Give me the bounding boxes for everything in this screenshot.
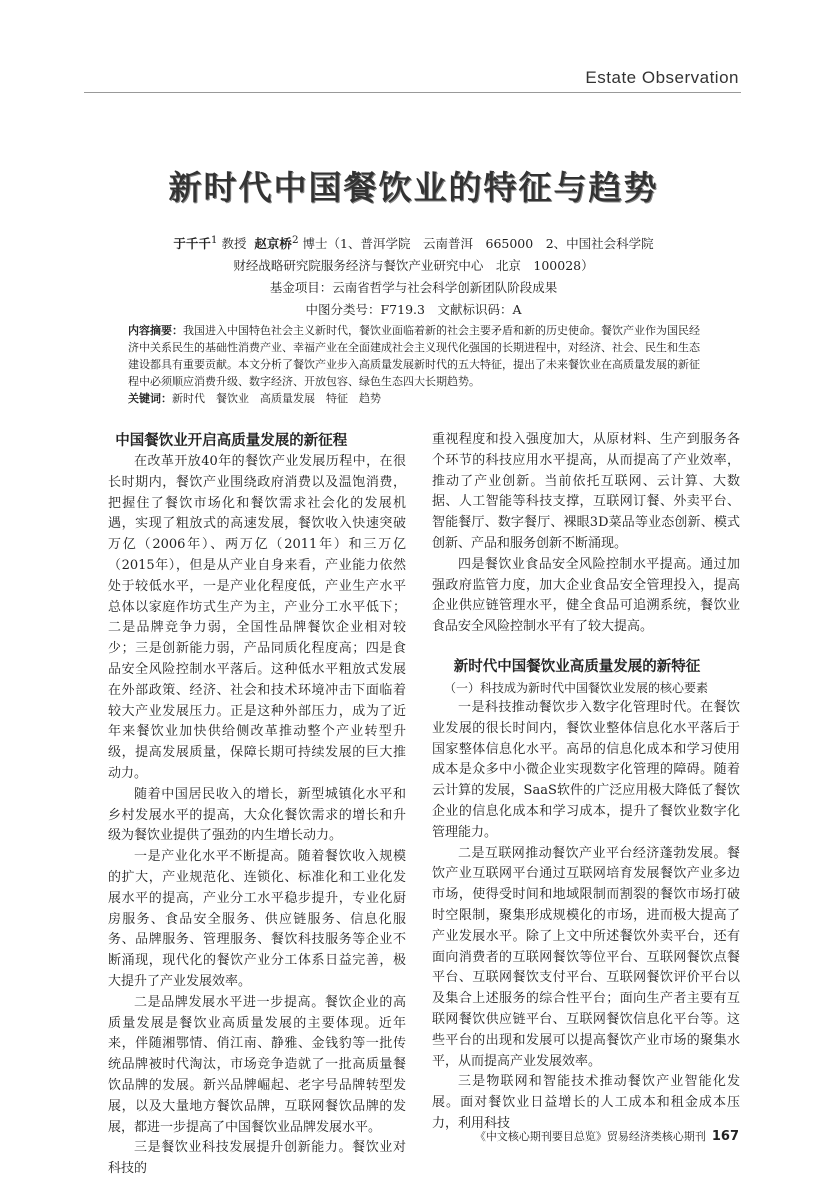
page-footer: [475, 1128, 739, 1144]
section-heading: 中国餐饮业开启高质量发展的新征程: [115, 433, 348, 449]
abstract-label: 内容摘要：: [128, 324, 183, 337]
paragraph: 一是科技推动餐饮步入数字化管理时代。在餐饮业发展的很长时间内，餐饮业整体信息化水平落后于国家整体信息化水平。高昂的信息化成本和学习使用成本是众多中小微企业实现数字化管理的障碍。随着云计算的发展，SaaS软件的广泛应用极大降低了餐饮企业的信息化成本和学习成本，提升了餐饮业数字化管理能力。: [432, 699, 740, 840]
right-column: [432, 430, 740, 1135]
author-2-affil: 博士（1、普洱学院 云南普洱 665000 2、中国社会科学院: [302, 236, 654, 252]
paragraph: 四是餐饮业食品安全风险控制水平提高。通过加强政府监管力度，加大企业食品安全管理投入，提高企业供应链管理水平，健全食品可追溯系统，餐饮业食品安全风险控制水平有了较大提高。: [432, 556, 740, 635]
paragraph: 随着中国居民收入的增长，新型城镇化水平和乡村发展水平的提高，大众化餐饮需求的增长和升级为餐饮业提供了强劲的内生增长动力。: [108, 786, 406, 844]
fund-line: 基金项目：云南省哲学与社会科学创新团队阶段成果: [269, 280, 558, 295]
footer-journal: 《中文核心期刊要目总览》贸易经济类核心期刊: [474, 1130, 706, 1143]
paragraph: 二是互联网推动餐饮产业平台经济蓬勃发展。餐饮产业互联网平台通过互联网培育发展餐饮产业多边市场，使得受时间和地域限制而割裂的餐饮市场打破时空限制，聚集形成规模化的市场，进而极大提高了产业发展水平。除了上文中所述餐饮外卖平台，还有面向消费者的互联网餐饮等位平台、互联网餐饮点餐平台、互联网餐饮支付平台、互联网餐饮评价平台以及集合上述服务的综合性平台；面向生产者主要有互联网餐饮供应链平台、互联网餐饮信息化平台等。这些平台的出现和发展可以提高餐饮产业市场的聚集水平，从而提高产业发展效率。: [432, 845, 740, 1069]
affiliation-line: 财经战略研究院服务经济与餐饮产业研究中心 北京 100028）: [233, 258, 594, 273]
section-heading: 新时代中国餐饮业高质量发展的新特征: [453, 658, 701, 675]
classification-line: 中图分类号：F719.3 文献标识码：A: [305, 302, 522, 317]
page-number: 167: [711, 1129, 739, 1144]
paragraph: 在改革开放40年的餐饮产业发展历程中，在很长时期内，餐饮产业围绕政府消费以及温饱消费，把握住了餐饮市场化和餐饮需求社会化的发展机遇，实现了粗放式的高速发展，餐饮收入快速突破万亿（2006年）、两万亿（2011年）和三万亿（2015年），但是从产业自身来看，产业能力依然处于较低水平，一是产业化程度低，产业生产水平总体以家庭作坊式生产为主，产业分工水平低下；二是品牌竞争力弱，全国性品牌餐饮企业相对较少；三是创新能力弱，产品同质化程度高；四是食品安全风险控制水平落后。这种低水平粗放式发展在外部政策、经济、社会和技术环境冲击下面临着较大产业发展压力。正是这种外部压力，成为了近年来餐饮业加快供给侧改革推动整个产业转型升级，提高发展质量，保障长期可持续发展的巨大推动力。: [108, 454, 406, 781]
article-title: 新时代中国餐饮业的特征与趋势: [168, 168, 659, 207]
paragraph: 一是产业化水平不断提高。随着餐饮收入规模的扩大，产业规范化、连锁化、标准化和工业化发展水平的提高，产业分工水平稳步提升，专业化厨房服务、食品安全服务、供应链服务、信息化服务、品牌服务、管理服务、餐饮科技服务等企业不断涌现，现代化的餐饮产业分工体系日益完善，极大提升了产业发展效率。: [108, 849, 406, 989]
author-line: [0, 234, 827, 252]
paragraph: 二是品牌发展水平进一步提高。餐饮企业的高质量发展是餐饮业高质量发展的主要体现。近年来，伴随湘鄂情、俏江南、静雅、金钱豹等一批传统品牌被时代淘汰，市场竞争造就了一批高质量餐饮品牌的发展。新兴品牌崛起、老字号品牌转型发展，以及大量地方餐饮品牌，互联网餐饮品牌的发展，都进一步提高了中国餐饮业品牌发展水平。: [108, 994, 406, 1135]
paragraph: 重视程度和投入强度加大，从原材料、生产到服务各个环节的科技应用水平提高，从而提高了产业效率，推动了产业创新。当前依托互联网、云计算、大数据、人工智能等科技支撑，互联网订餐、外卖平台、智能餐厅、数字餐厅、裸眼3D菜品等业态创新、模式创新、产品和服务创新不断涌现。: [432, 432, 740, 551]
keywords: 新时代 餐饮业 高质量发展 特征 趋势: [172, 392, 381, 405]
left-column: [108, 430, 406, 1180]
paragraph: 三是餐饮业科技发展提升创新能力。餐饮业对科技的: [108, 1140, 406, 1177]
running-header: Estate Observation: [585, 68, 739, 87]
abstract: [128, 322, 700, 407]
abstract-text: 我国进入中国特色社会主义新时代，餐饮业面临着新的社会主要矛盾和新的历史使命。餐饮产业作为国民经济中关系民生的基础性消费产业、幸福产业在全面建成社会主义现代化强国的长期进程中，对经济、社会、民生和生态建设都具有重要贡献。本文分析了餐饮产业步入高质量发展新时代的五大特征，提出了未来餐饮业在高质量发展的新征程中必须顺应消费升级、数字经济、开放包容、绿色生态四大长期趋势。: [128, 324, 700, 388]
author-2-sup: 2: [291, 234, 299, 246]
author-1-title: 教授: [221, 236, 247, 252]
keywords-label: 关键词：: [128, 392, 172, 405]
paragraph: 三是物联网和智能技术推动餐饮产业智能化发展。面对餐饮业日益增长的人工成本和租金成本压力，利用科技: [432, 1074, 740, 1131]
header-rule: [84, 92, 741, 93]
author-1: 于千千: [173, 236, 211, 252]
author-1-sup: 1: [210, 234, 218, 246]
subsection-heading: （一）科技成为新时代中国餐饮业发展的核心要素: [444, 680, 709, 695]
author-2: 赵京桥: [254, 236, 292, 252]
